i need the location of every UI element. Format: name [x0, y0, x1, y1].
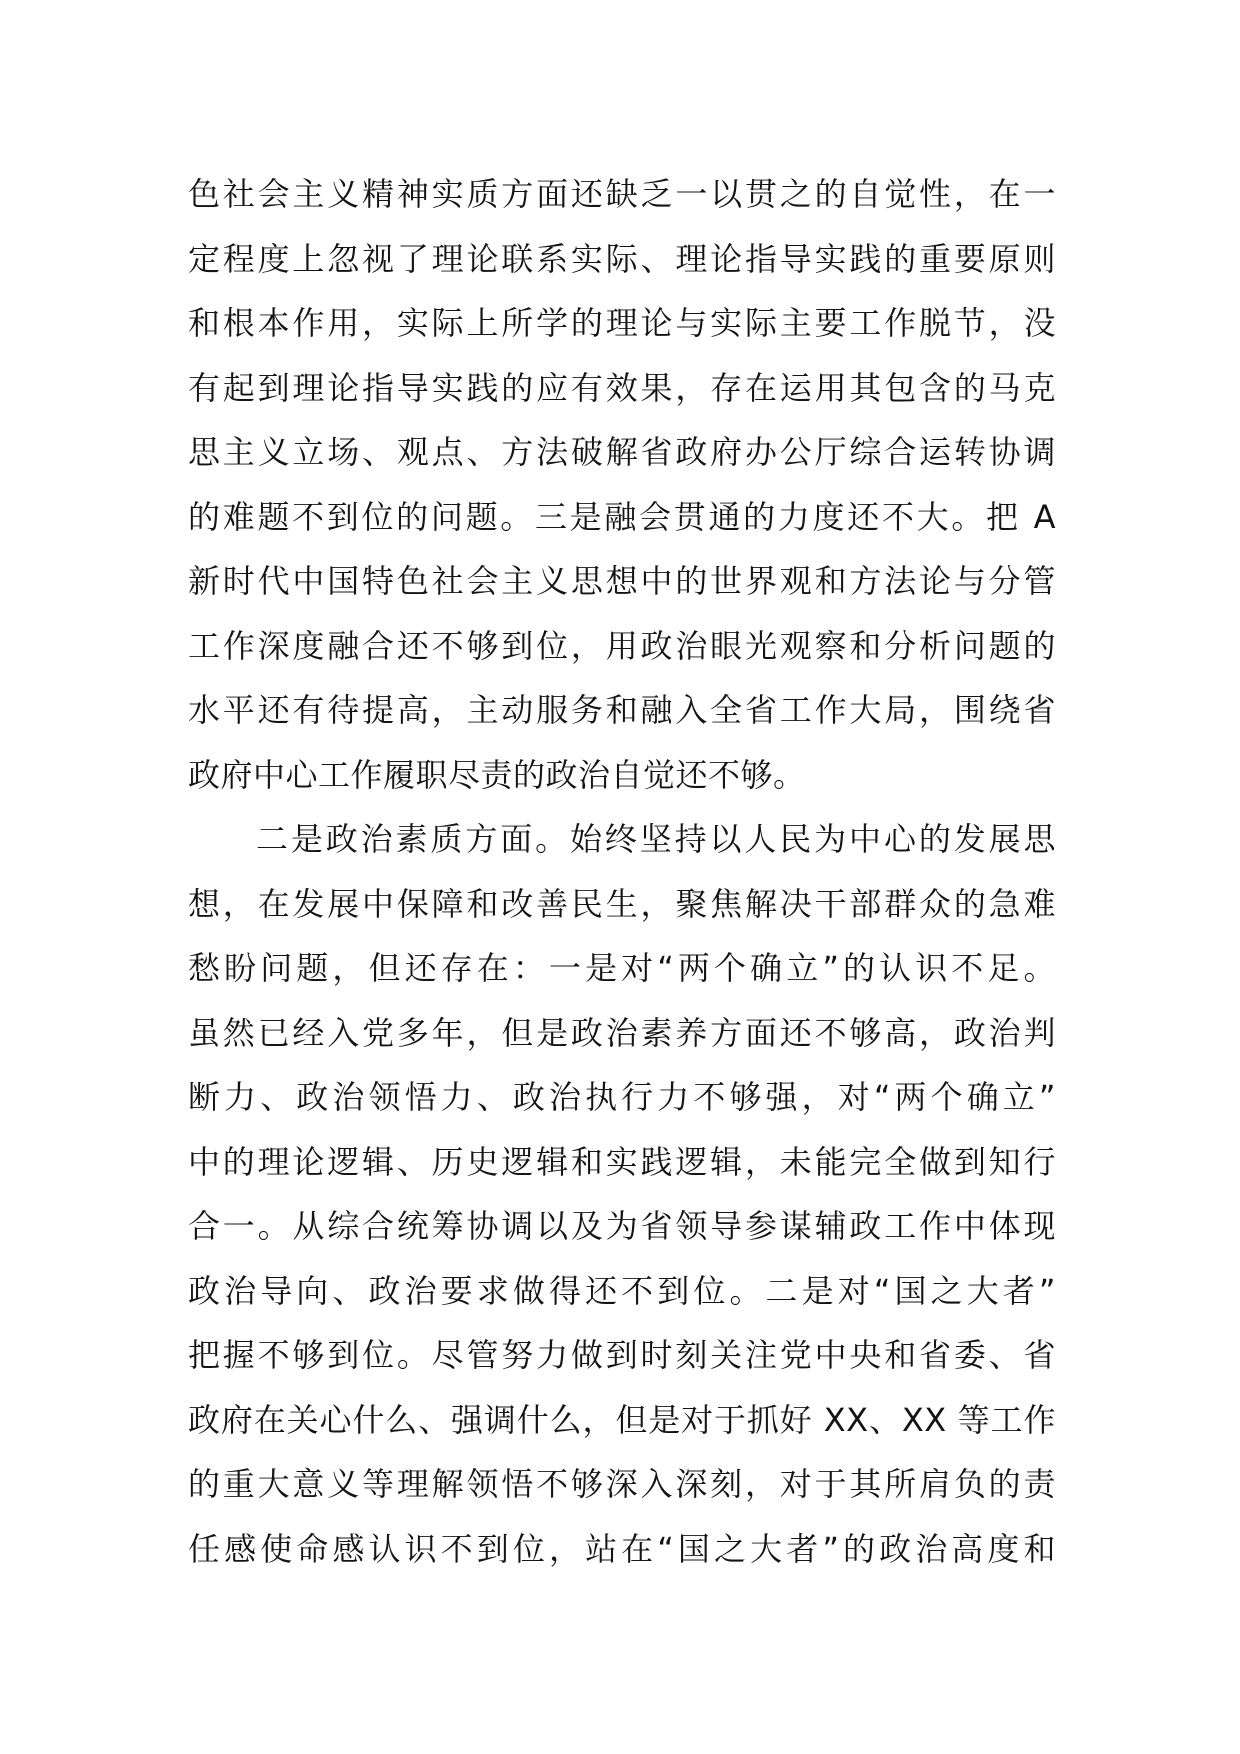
- text-line: 任感使命感认识不到位，站在“国之大者”的政治高度和: [188, 1529, 1056, 1568]
- text-line: 政治导向、政治要求做得还不到位。二是对“国之大者”: [188, 1271, 1056, 1310]
- text-line: 思主义立场、观点、方法破解省政府办公厅综合运转协调: [188, 433, 1056, 471]
- text-line: 政府中心工作履职尽责的政治自觉还不够。: [188, 755, 806, 794]
- text-line: 水平还有待提高，主动服务和融入全省工作大局，围绕省: [188, 691, 1056, 729]
- body-text: [188, 162, 1056, 1581]
- text-line: 的难题不到位的问题。三是融会贯通的力度还不大。把 A: [188, 497, 1056, 536]
- text-line: 新时代中国特色社会主义思想中的世界观和方法论与分管: [188, 562, 1056, 600]
- text-line: 把握不够到位。尽管努力做到时刻关注党中央和省委、省: [188, 1336, 1056, 1374]
- text-line: 愁盼问题，但还存在：一是对“两个确立”的认识不足。: [188, 949, 1056, 987]
- text-line: 想，在发展中保障和改善民生，聚焦解决干部群众的急难: [188, 884, 1056, 923]
- paragraph-start-line: 二是政治素质方面。始终坚持以人民为中心的发展思: [256, 820, 1056, 858]
- text-line: 的重大意义等理解领悟不够深入深刻，对于其所肩负的责: [188, 1465, 1056, 1503]
- text-line: 合一。从综合统筹协调以及为省领导参谋辅政工作中体现: [188, 1207, 1056, 1245]
- text-line: 和根本作用，实际上所学的理论与实际主要工作脱节，没: [188, 304, 1056, 342]
- text-line: 有起到理论指导实践的应有效果，存在运用其包含的马克: [188, 368, 1056, 407]
- text-line: 虽然已经入党多年，但是政治素养方面还不够高，政治判: [188, 1013, 1056, 1052]
- text-line: 工作深度融合还不够到位，用政治眼光观察和分析问题的: [188, 626, 1056, 665]
- text-line: 政府在关心什么、强调什么，但是对于抓好 XX、XX 等工作: [188, 1400, 1056, 1439]
- text-line: 断力、政治领悟力、政治执行力不够强，对“两个确立”: [188, 1078, 1056, 1116]
- text-line: 中的理论逻辑、历史逻辑和实践逻辑，未能完全做到知行: [188, 1142, 1056, 1181]
- text-line: 定程度上忽视了理论联系实际、理论指导实践的重要原则: [188, 239, 1056, 278]
- text-line: 色社会主义精神实质方面还缺乏一以贯之的自觉性，在一: [188, 175, 1056, 213]
